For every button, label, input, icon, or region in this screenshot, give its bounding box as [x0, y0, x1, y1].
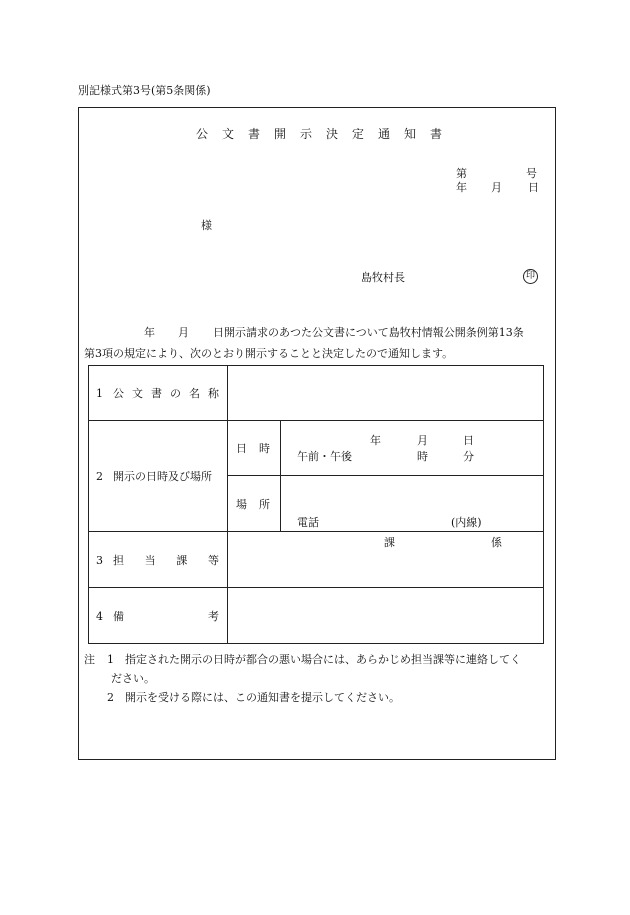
row2-label: 開示の日時及び場所: [113, 470, 212, 483]
datetime-year: 年: [370, 434, 381, 447]
note2-text: 開示を受ける際には、この通知書を提示してください。: [125, 691, 400, 704]
datetime-month: 月: [417, 434, 428, 447]
place-label: 場所: [236, 498, 270, 511]
date-day: 日: [528, 181, 539, 194]
datetime-day: 日: [463, 434, 474, 447]
disclosure-table: [88, 365, 544, 644]
row3-label: 担 当 課 等: [113, 554, 219, 567]
table-rule: [88, 531, 544, 532]
section-label: 課: [384, 536, 395, 549]
body-line1: 日開示請求のあつた公文書について島牧村情報公開条例第13条: [213, 326, 524, 339]
row3-number: 3: [96, 554, 103, 567]
note1-number: 1: [107, 653, 114, 666]
issuer-name: 島牧村長: [361, 271, 405, 284]
date-month: 月: [491, 181, 502, 194]
recipient-suffix: 様: [201, 219, 212, 232]
number-go: 号: [526, 167, 537, 180]
extension-label: (内線): [451, 516, 482, 529]
table-column-rule: [227, 365, 228, 644]
datetime-ampm: 午前・午後: [297, 450, 352, 463]
seal-mark: 印: [523, 269, 538, 284]
table-rule: [228, 475, 544, 476]
row2-number: 2: [96, 470, 103, 483]
table-rule: [88, 420, 544, 421]
table-column-rule: [280, 420, 281, 531]
date-year: 年: [456, 181, 467, 194]
note2-number: 2: [107, 691, 114, 704]
body-line2: 第3項の規定により、次のとおり開示することと決定したので通知します。: [84, 347, 454, 360]
datetime-hour: 時: [417, 450, 428, 463]
unit-label: 係: [491, 536, 502, 549]
row1-number: 1: [96, 387, 103, 400]
document-title: 公文書開示決定通知書: [196, 127, 442, 141]
datetime-label: 日時: [236, 442, 270, 455]
row4-number: 4: [96, 610, 103, 623]
note1-line1: 指定された開示の日時が都合の悪い場合には、あらかじめ担当課等に連絡してく: [125, 653, 521, 666]
body-month: 月: [178, 326, 189, 339]
note1-line2: ださい。: [111, 672, 155, 685]
body-year: 年: [144, 326, 155, 339]
row4-label: 備 考: [113, 610, 219, 623]
form-number: 別記様式第3号(第5条関係): [78, 84, 211, 97]
notes-heading: 注: [84, 653, 95, 666]
phone-label: 電話: [297, 516, 319, 529]
row1-label: 公 文 書 の 名 称: [113, 387, 219, 400]
table-rule: [88, 587, 544, 588]
number-dai: 第: [456, 167, 467, 180]
datetime-minute: 分: [463, 450, 474, 463]
